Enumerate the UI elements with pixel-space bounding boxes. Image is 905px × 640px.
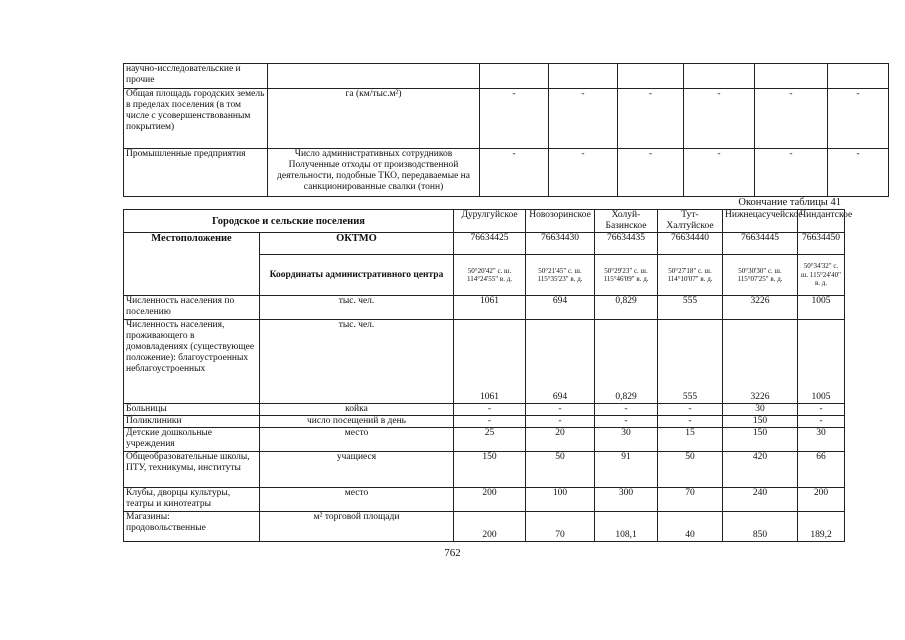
value-cell: - (454, 416, 526, 428)
oktmo-value: 76634425 (454, 233, 526, 255)
value-cell: - (480, 149, 549, 197)
oktmo-value: 76634435 (595, 233, 658, 255)
value-cell: 30 (798, 428, 845, 452)
coords-value: 50°27'18" с. ш. 114°10'07" в. д. (658, 255, 723, 296)
value-cell: 91 (595, 452, 658, 488)
row-name: Клубы, дворцы культуры, театры и кинотеатры (124, 488, 260, 512)
table-row (124, 89, 889, 149)
value-cell (828, 64, 889, 89)
value-cell (684, 64, 755, 89)
value-cell: 100 (526, 488, 595, 512)
value-cell: - (595, 416, 658, 428)
value-cell: - (828, 89, 889, 149)
value-cell: 420 (723, 452, 798, 488)
row-unit: тыс. чел. (260, 296, 454, 320)
row-name: научно-исследовательские и прочие (124, 64, 268, 89)
value-cell (755, 64, 828, 89)
value-cell: 30 (723, 404, 798, 416)
value-cell: 108,1 (595, 512, 658, 542)
value-cell: 1061 (454, 320, 526, 404)
value-cell: 0,829 (595, 296, 658, 320)
row-name: Больницы (124, 404, 260, 416)
value-cell: 694 (526, 320, 595, 404)
top-table (123, 63, 889, 197)
value-cell: 694 (526, 296, 595, 320)
coords-value: 50°34'32" с. ш. 115°24'40" в. д. (798, 255, 845, 296)
value-cell: - (618, 89, 684, 149)
table-row (124, 452, 845, 488)
value-cell: 240 (723, 488, 798, 512)
table-row (124, 416, 845, 428)
oktmo-value: 76634445 (723, 233, 798, 255)
row-name: Детские дошкольные учреждения (124, 428, 260, 452)
value-cell: 150 (454, 452, 526, 488)
row-unit: место (260, 488, 454, 512)
value-cell: 20 (526, 428, 595, 452)
settlement-header: Чиндантское (798, 210, 845, 233)
value-cell: - (549, 89, 618, 149)
settlement-header: Новозоринское (526, 210, 595, 233)
table-row (124, 149, 889, 197)
row-name: Численность населения по поселению (124, 296, 260, 320)
value-cell: 150 (723, 416, 798, 428)
value-cell: - (755, 149, 828, 197)
table-row (124, 64, 889, 89)
value-cell: - (618, 149, 684, 197)
table-row (124, 404, 845, 416)
value-cell: 66 (798, 452, 845, 488)
settlement-header: Нижнецасучейское (723, 210, 798, 233)
value-cell (480, 64, 549, 89)
row-unit: га (км/тыс.м²) (268, 89, 480, 149)
table-row (124, 320, 845, 404)
coords-value: 50°30'30" с. ш. 115°07'25" в. д. (723, 255, 798, 296)
value-cell: 200 (454, 512, 526, 542)
value-cell: 25 (454, 428, 526, 452)
location-label: Местоположение (124, 233, 260, 296)
value-cell: - (454, 404, 526, 416)
oktmo-value: 76634440 (658, 233, 723, 255)
row-unit: число посещений в день (260, 416, 454, 428)
value-cell: 1005 (798, 320, 845, 404)
value-cell: - (480, 89, 549, 149)
oktmo-value: 76634430 (526, 233, 595, 255)
value-cell: 200 (798, 488, 845, 512)
oktmo-label: ОКТМО (260, 233, 454, 255)
value-cell: - (658, 416, 723, 428)
value-cell: 50 (658, 452, 723, 488)
settlement-header: Холуй-Базинское (595, 210, 658, 233)
value-cell: 850 (723, 512, 798, 542)
row-name: Промышленные предприятия (124, 149, 268, 197)
value-cell: 40 (658, 512, 723, 542)
value-cell (549, 64, 618, 89)
value-cell: - (798, 416, 845, 428)
settlement-header: Тут-Халтуйское (658, 210, 723, 233)
value-cell: - (526, 416, 595, 428)
header-label: Городское и сельские поселения (124, 210, 454, 233)
row-unit: учащиеся (260, 452, 454, 488)
value-cell: - (798, 404, 845, 416)
value-cell: - (828, 149, 889, 197)
value-cell: 70 (658, 488, 723, 512)
table-row (124, 512, 845, 542)
row-unit: тыс. чел. (260, 320, 454, 404)
value-cell: 0,829 (595, 320, 658, 404)
table-row (124, 428, 845, 452)
value-cell: 189,2 (798, 512, 845, 542)
coords-value: 50°29'23" с. ш. 115°46'09" в. д. (595, 255, 658, 296)
row-name: Поликлиники (124, 416, 260, 428)
row-unit: Число административных сотрудников Полученные отходы от производственной деятельности, подобные ТКО, передаваемые на санкционированные свалки (тонн) (268, 149, 480, 197)
table-row (124, 296, 845, 320)
coords-value: 50°20'42" с. ш. 114°24'55" в. д. (454, 255, 526, 296)
table-row (124, 488, 845, 512)
value-cell (618, 64, 684, 89)
value-cell: 555 (658, 296, 723, 320)
row-name: Общеобразовательные школы, ПТУ, техникумы, институты (124, 452, 260, 488)
value-cell: 15 (658, 428, 723, 452)
value-cell: 3226 (723, 320, 798, 404)
value-cell: - (526, 404, 595, 416)
value-cell: 150 (723, 428, 798, 452)
value-cell: - (549, 149, 618, 197)
value-cell: - (684, 149, 755, 197)
row-unit (268, 64, 480, 89)
value-cell: 70 (526, 512, 595, 542)
value-cell: 30 (595, 428, 658, 452)
row-unit: м² торговой площади (260, 512, 454, 542)
row-name: Общая площадь городских земель в пределах поселения (в том числе с усовершенствованным покрытием) (124, 89, 268, 149)
header-row (124, 210, 845, 233)
value-cell: 200 (454, 488, 526, 512)
value-cell: 300 (595, 488, 658, 512)
value-cell: - (658, 404, 723, 416)
row-name: Численность населения, проживающего в домовладениях (существующее положение): благоустроенных неблагоустроенных (124, 320, 260, 404)
row-unit: место (260, 428, 454, 452)
value-cell: 1061 (454, 296, 526, 320)
main-table (123, 209, 853, 542)
value-cell: - (684, 89, 755, 149)
page-number: 762 (444, 547, 461, 559)
continuation-label: Окончание таблицы 41 (738, 197, 841, 208)
oktmo-row (124, 233, 845, 255)
oktmo-value: 76634450 (798, 233, 845, 255)
row-name: Магазины: продовольственные (124, 512, 260, 542)
coords-label: Координаты административного центра (260, 255, 454, 296)
value-cell: - (595, 404, 658, 416)
value-cell: 1005 (798, 296, 845, 320)
coords-value: 50°21'45" с. ш. 115°35'23" в. д. (526, 255, 595, 296)
value-cell: - (755, 89, 828, 149)
row-unit: койка (260, 404, 454, 416)
value-cell: 3226 (723, 296, 798, 320)
value-cell: 555 (658, 320, 723, 404)
value-cell: 50 (526, 452, 595, 488)
settlement-header: Дурулгуйское (454, 210, 526, 233)
